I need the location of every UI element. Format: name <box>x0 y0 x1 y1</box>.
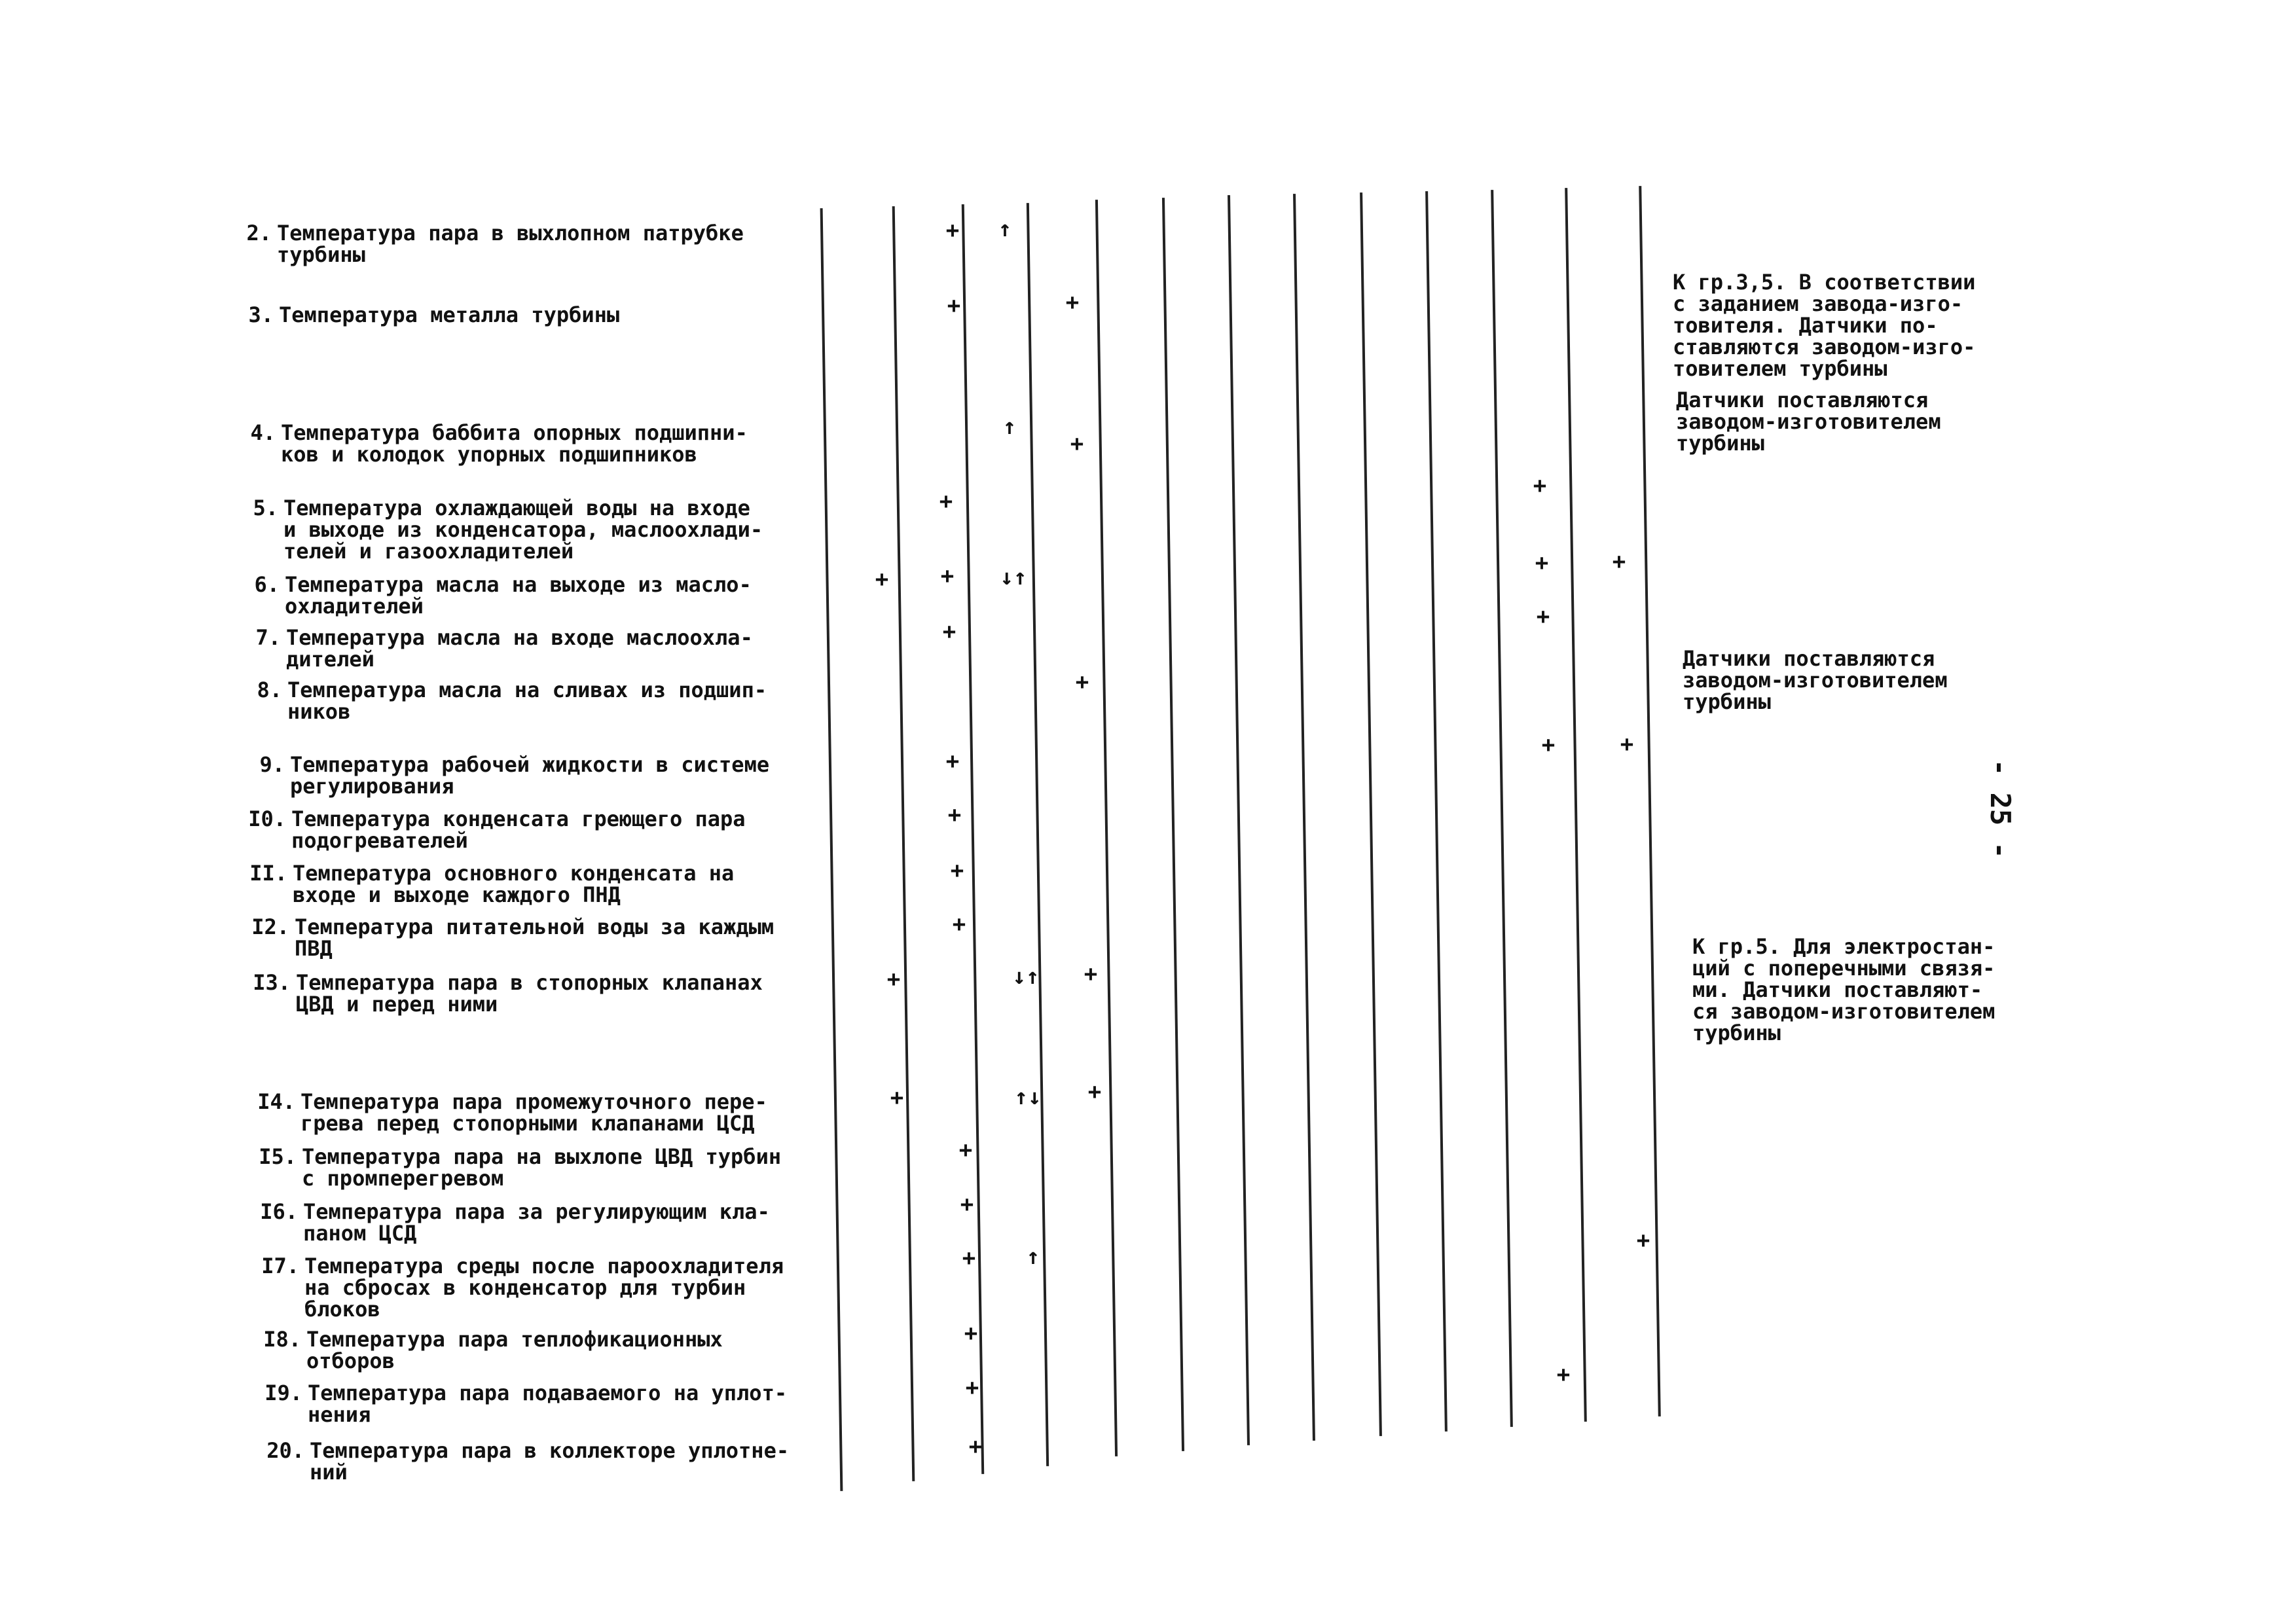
row-5 <box>223 497 763 562</box>
plus-mark: + <box>968 1434 983 1460</box>
plus-mark: + <box>965 1375 979 1401</box>
row-text: Температура пара на выхлопе ЦВД турбин с промперегревом <box>302 1144 782 1191</box>
note-sensors-turbine: Датчики поставляются заводом-изготовителем турбины <box>1676 388 1941 456</box>
row-text: Температура пара подаваемого на уплот- нения <box>308 1380 788 1427</box>
row-number: 8. <box>257 677 282 702</box>
row-16 <box>226 1201 770 1244</box>
row-11 <box>215 863 734 906</box>
column-rule <box>1027 203 1049 1466</box>
row-text: Температура металла турбины <box>279 302 620 327</box>
row-text: Температура питательной воды за каждым ПВД <box>295 914 774 961</box>
row-text: Температура пара в стопорных клапанах ЦВД и перед ними <box>296 970 763 1017</box>
row-number: 5. <box>253 496 278 520</box>
plus-mark: + <box>1636 1227 1650 1254</box>
arrow-up-mark: ↑ <box>1026 1244 1040 1270</box>
arrows-up-down-mark: ↑↓ <box>1014 1084 1042 1110</box>
row-7 <box>225 627 753 670</box>
arrows-down-up-mark: ↓↑ <box>1000 564 1027 590</box>
row-12 <box>217 916 774 960</box>
arrow-up-mark: ↑ <box>1002 414 1017 440</box>
plus-mark: + <box>1533 473 1547 499</box>
row-text: Температура масла на входе маслоохла- дителей <box>286 625 753 672</box>
row-19 <box>230 1382 787 1426</box>
row-number: 4. <box>250 420 276 445</box>
plus-mark: + <box>1087 1079 1102 1105</box>
plus-mark: + <box>958 1137 973 1163</box>
plus-mark: + <box>1556 1362 1571 1388</box>
note-gr-5: К гр.5. Для электростан- ций с поперечными связя- ми. Датчики поставляют- ся заводом-изготовителем турбины <box>1692 934 1995 1045</box>
page-number: - 25 - <box>1984 759 2016 859</box>
row-text: Температура масла на сливах из подшип- ников <box>287 677 767 724</box>
column-rule <box>820 208 843 1491</box>
row-text: Температура конденсата греющего пара подогревателей <box>291 806 746 853</box>
row-text: Температура пара за регулирующим кла- паном ЦСД <box>303 1199 770 1246</box>
plus-mark: + <box>890 1085 904 1111</box>
column-rule <box>1491 190 1513 1427</box>
plus-mark: + <box>940 563 955 589</box>
row-10 <box>214 808 746 852</box>
plus-mark: + <box>1070 431 1084 457</box>
row-number: 7. <box>255 625 281 650</box>
row-number: I7. <box>261 1254 299 1278</box>
arrow-up-mark: ↑ <box>998 216 1012 242</box>
row-number: 20. <box>266 1438 304 1463</box>
column-rule <box>1293 194 1315 1441</box>
row-text: Температура пара промежуточного пере- грева перед стопорными клапанами ЦСД <box>301 1089 767 1136</box>
row-4 <box>220 422 748 465</box>
row-18 <box>229 1329 723 1372</box>
column-rule <box>1228 195 1250 1445</box>
row-number: I3. <box>253 970 291 995</box>
row-17 <box>227 1255 784 1320</box>
row-number: I4. <box>257 1089 295 1114</box>
plus-mark: + <box>1075 669 1089 695</box>
plus-mark: + <box>947 293 961 319</box>
plus-mark: + <box>1535 550 1549 576</box>
row-text: Температура пара теплофикационных отборов <box>306 1327 723 1373</box>
row-number: 9. <box>259 752 285 777</box>
row-text: Температура рабочей жидкости в системе регулирования <box>290 752 770 799</box>
row-text: Температура баббита опорных подшипни- ков и колодок упорных подшипников <box>281 420 748 467</box>
plus-mark: + <box>1612 549 1626 575</box>
plus-mark: + <box>950 857 964 884</box>
plus-mark: + <box>962 1245 976 1271</box>
row-text: Температура охлаждающей воды на входе и выходе из конденсатора, маслоохлади- телей и газоохладителей <box>283 496 763 564</box>
column-rule <box>1095 200 1118 1456</box>
row-text: Температура среды после пароохладителя на сбросах в конденсатор для турбин блоков <box>304 1254 784 1322</box>
plus-mark: + <box>1541 732 1556 758</box>
row-20 <box>232 1440 789 1483</box>
row-text: Температура основного конденсата на входе и выходе каждого ПНД <box>293 861 735 907</box>
row-13 <box>219 972 763 1015</box>
row-9 <box>229 754 769 797</box>
row-number: I5. <box>259 1144 297 1169</box>
plus-mark: + <box>960 1191 974 1218</box>
row-number: 2. <box>246 221 272 245</box>
plus-mark: + <box>1620 731 1634 757</box>
row-number: 6. <box>254 572 280 597</box>
plus-mark: + <box>1536 604 1550 630</box>
column-rule <box>1425 191 1448 1432</box>
plus-mark: + <box>952 911 966 937</box>
plus-mark: + <box>947 802 962 828</box>
plus-mark: + <box>1065 289 1080 316</box>
plus-mark: + <box>875 566 889 592</box>
row-number: I0. <box>248 806 286 831</box>
arrows-down-up-mark: ↓↑ <box>1012 964 1040 990</box>
row-3 <box>218 304 619 326</box>
column-rule <box>962 204 984 1474</box>
column-rule <box>892 206 915 1481</box>
note-sensors-turbine: Датчики поставляются заводом-изготовителем турбины <box>1683 646 1948 714</box>
row-number: 3. <box>248 302 274 327</box>
plus-mark: + <box>1084 961 1098 987</box>
plus-mark: + <box>939 488 953 514</box>
row-text: Температура масла на выходе из масло- охладителей <box>285 572 752 619</box>
note-gr-3-5: К гр.3,5. В соответствии с заданием завода-изго- товителя. Датчики по- ставляются заводом-изго- товителем турбины <box>1673 270 1976 381</box>
row-number: I6. <box>260 1199 298 1224</box>
plus-mark: + <box>945 217 960 244</box>
row-number: I2. <box>251 914 289 939</box>
row-14 <box>223 1091 767 1134</box>
plus-mark: + <box>945 748 960 774</box>
plus-mark: + <box>964 1320 978 1346</box>
row-6 <box>224 574 752 617</box>
row-15 <box>225 1146 781 1189</box>
row-2 <box>216 223 744 266</box>
column-rule <box>1162 198 1184 1451</box>
row-text: Температура пара в коллекторе уплотне- ний <box>310 1438 790 1485</box>
row-text: Температура пара в выхлопном патрубке турбины <box>277 221 744 267</box>
row-8 <box>227 679 767 723</box>
row-number: II. <box>249 861 287 886</box>
row-number: I9. <box>264 1380 302 1405</box>
column-rule <box>1360 192 1382 1436</box>
plus-mark: + <box>886 966 901 992</box>
plus-mark: + <box>942 619 957 645</box>
row-number: I8. <box>263 1327 301 1352</box>
column-rule <box>1565 188 1587 1422</box>
